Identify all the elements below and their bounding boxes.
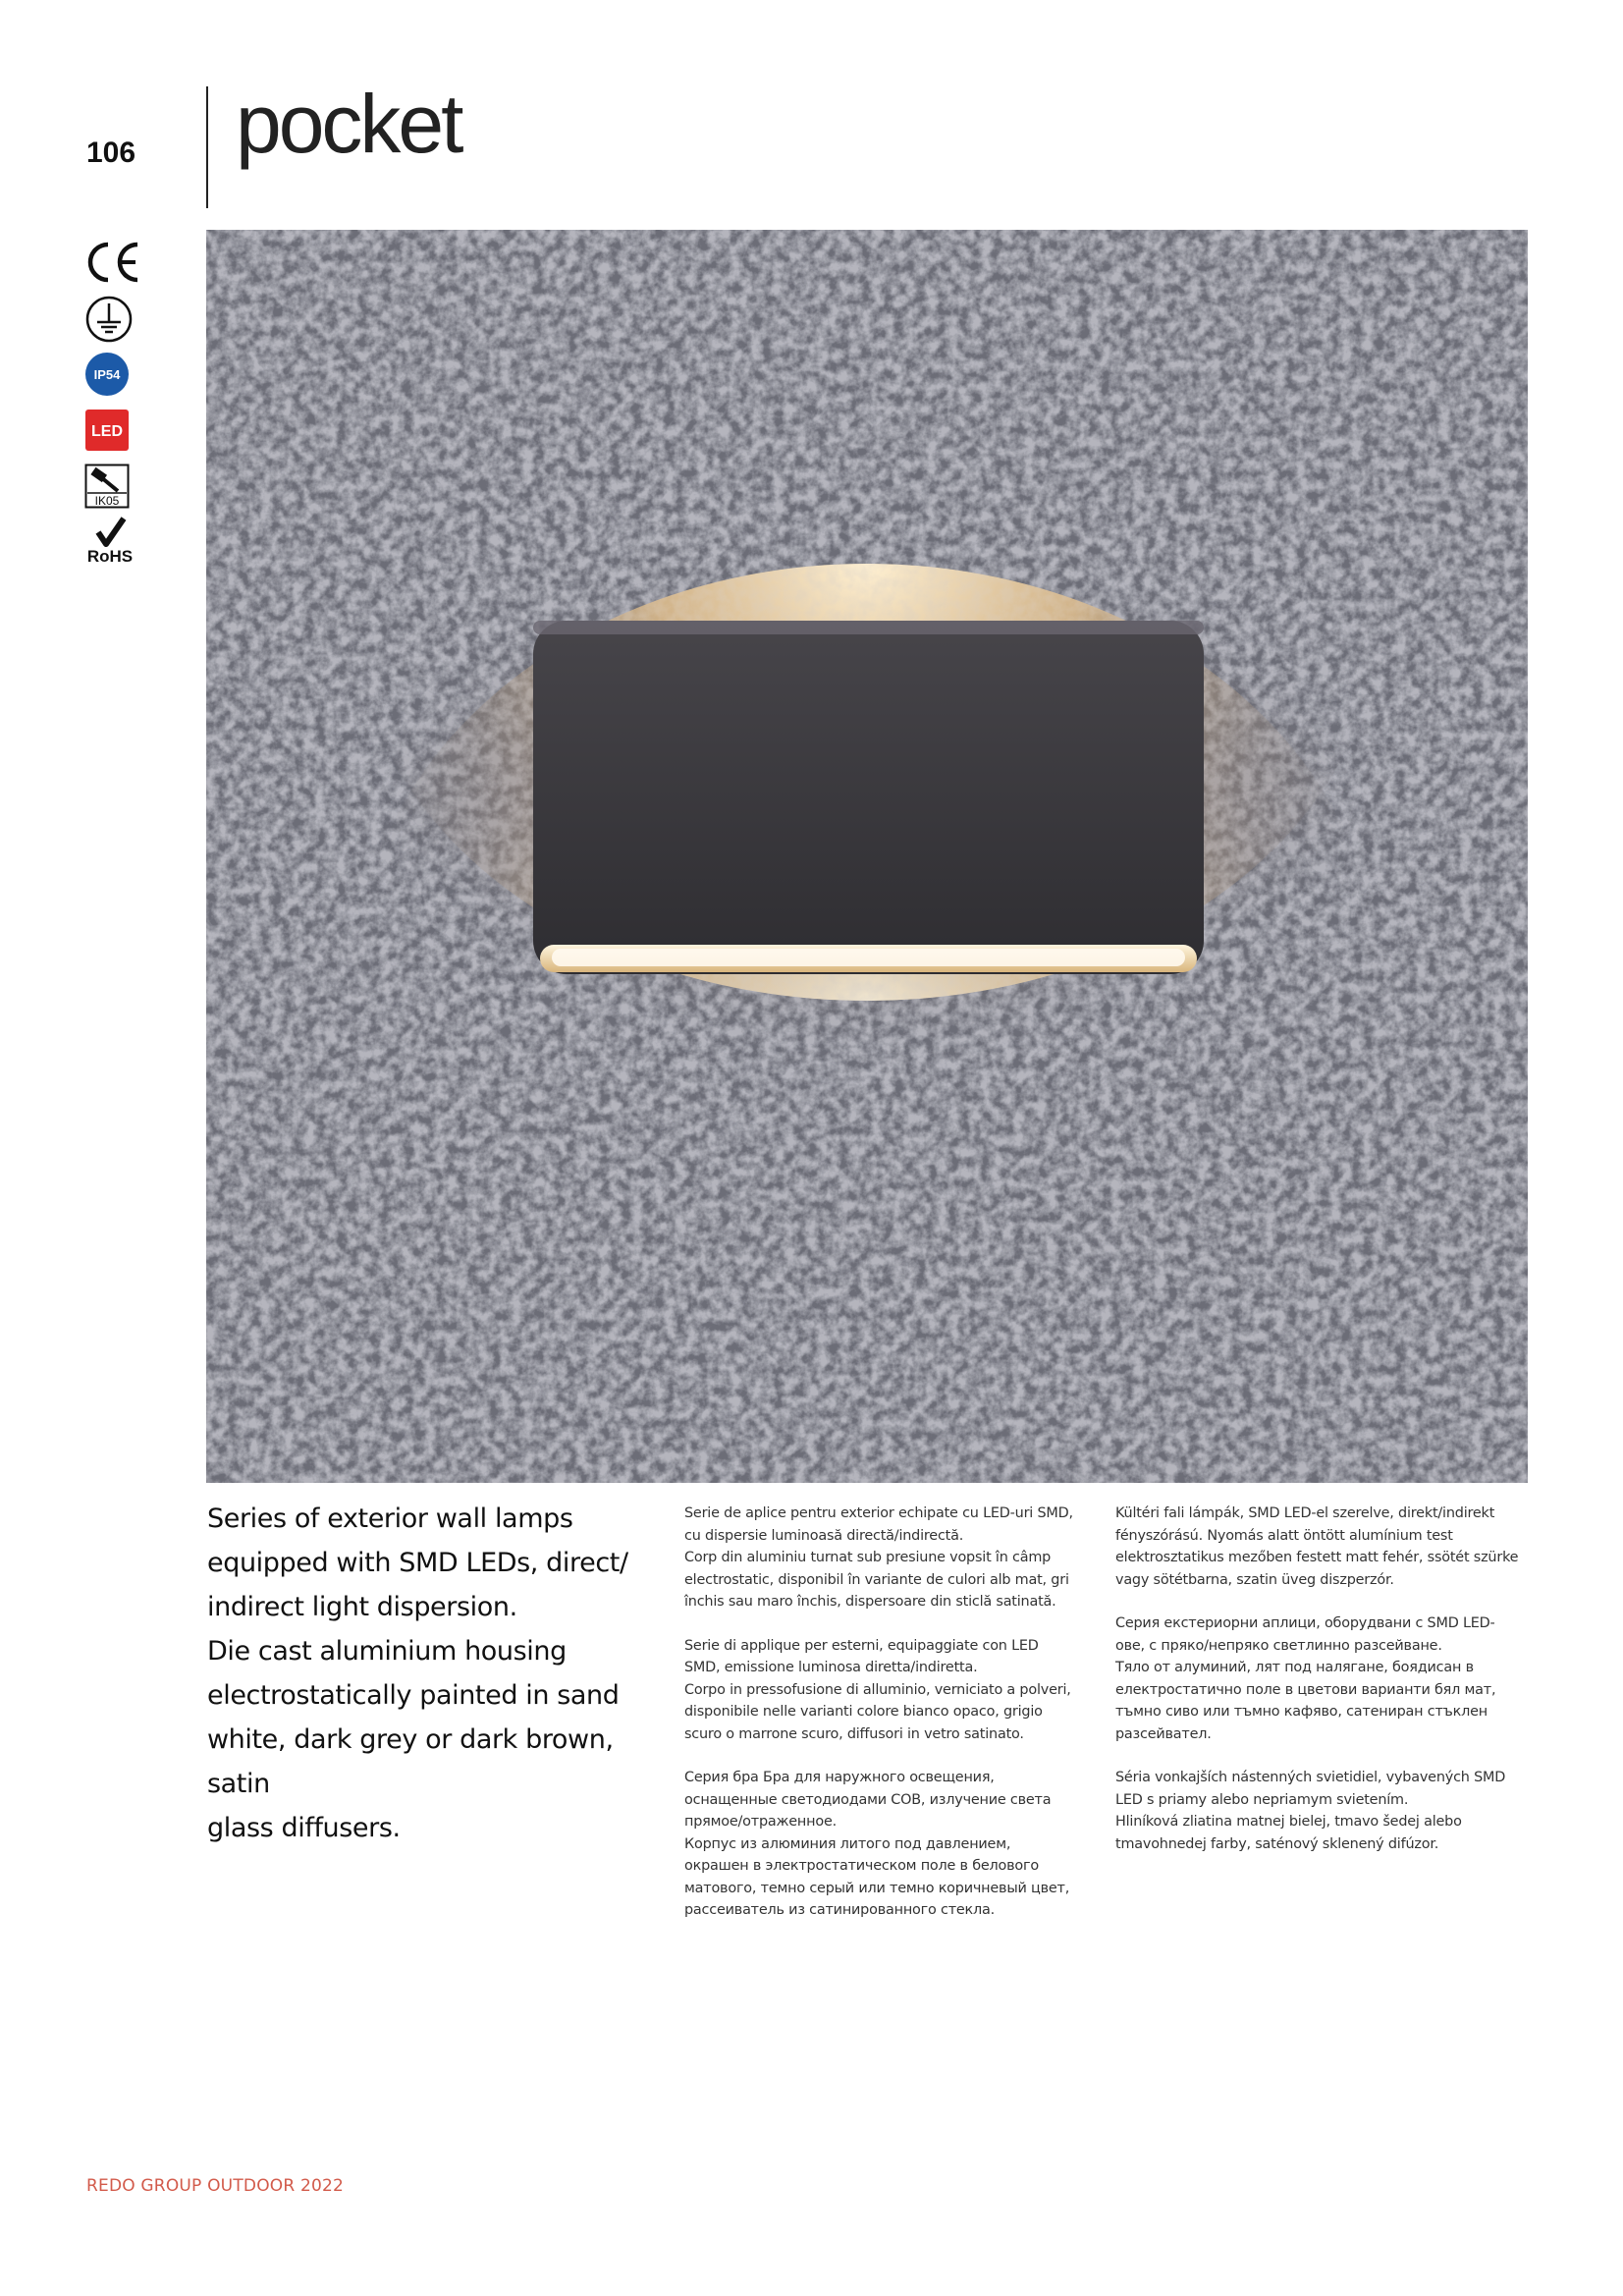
text-line: Serie di applique per esterni, equipaggiate con LED [684,1637,1039,1654]
ip-rating-label: IP54 [93,367,121,382]
text-line: Тяло от алуминий, лят под налягане, боядисан в [1115,1660,1474,1675]
text-line: SMD, emissione luminosa diretta/indiretta. [684,1660,978,1675]
text-line: електростатично поле в цветови варианти бял мат, [1115,1681,1496,1698]
text-line: рассеиватель из сатинированного стекла. [684,1902,996,1918]
text-line: Corpo in pressofusione di alluminio, verniciato a polveri, [684,1681,1071,1698]
led-label: LED [91,423,123,440]
text-line: тъмно сиво или тъмно кафяво, сатениран стъклен [1115,1704,1488,1720]
page-number: 106 [86,137,136,169]
description-column-3 [1115,1503,1528,1877]
product-description-en [207,1497,659,1850]
ce-mark-icon [84,240,141,285]
headline-line: Series of exterior wall lamps [207,1503,573,1534]
description-bg [1115,1613,1528,1745]
text-line: Hliníková zliatina matnej bielej, tmavo šedej alebo [1115,1814,1462,1830]
text-line: Серия екстериорни аплици, оборудвани с SMD LED- [1115,1615,1495,1631]
text-line: Corp din aluminiu turnat sub presiune vopsit în câmp [684,1550,1052,1565]
rohs-icon [84,517,139,566]
text-line: матового, темно серый или темно коричневый цвет, [684,1880,1070,1896]
text-line: разсейвател. [1115,1725,1212,1742]
headline-line: equipped with SMD LEDs, direct/ [207,1548,628,1578]
wall-lamp-photo [206,230,1528,1483]
text-line: elektrosztatikus mezőben festett matt fehér, ssötét szürke [1115,1550,1519,1565]
description-sk [1115,1767,1528,1855]
description-it [684,1635,1097,1746]
headline-line: glass diffusers. [207,1813,401,1843]
text-line: окрашен в электростатическом поле в белового [684,1858,1039,1874]
earth-ground-icon [84,295,134,344]
text-line: ове, с пряко/непряко светлинно разсейване. [1115,1637,1442,1654]
text-line: Kültéri fali lámpák, SMD LED-el szerelve, direkt/indirekt [1115,1505,1495,1521]
text-line: Serie de aplice pentru exterior echipate cu LED-uri SMD, [684,1505,1073,1521]
description-ro [684,1503,1097,1613]
text-line: Серия бра Бра для наружного освещения, [684,1770,995,1785]
ip-rating-icon [84,352,130,397]
page-title: pocket [236,78,461,170]
text-line: electrostatic, disponibil în variante de culori alb mat, gri [684,1571,1069,1588]
title-divider [206,86,208,208]
text-line: fényszórású. Nyomás alatt öntött alumínium test [1115,1527,1453,1544]
text-line: cu dispersie luminoasă directă/indirectă. [684,1527,964,1544]
impact-rating-icon [84,464,130,509]
text-line: Séria vonkajších nástenných svietidiel, vybavených SMD [1115,1770,1506,1785]
headline-line: indirect light dispersion. [207,1592,517,1622]
description-hu [1115,1503,1528,1591]
text-line: Корпус из алюминия литого под давлением, [684,1835,1011,1852]
headline-line: electrostatically painted in sand [207,1680,620,1711]
text-line: vagy sötétbarna, szatin üveg diszperzór. [1115,1571,1394,1588]
description-ru [684,1767,1097,1922]
description-column-2 [684,1503,1097,1943]
text-line: оснащенные светодиодами COB, излучение света [684,1791,1052,1808]
headline-line: Die cast aluminium housing [207,1636,567,1667]
led-icon [84,409,130,452]
impact-rating-label: IK05 [94,494,120,508]
text-line: scuro o marrone scuro, diffusori in vetro satinato. [684,1725,1024,1742]
text-line: LED s priamy alebo nepriamym svietením. [1115,1791,1409,1808]
rohs-label: RoHS [86,547,134,566]
headline-line: white, dark grey or dark brown, satin [207,1724,614,1799]
text-line: disponibile nelle varianti colore bianco opaco, grigio [684,1704,1043,1720]
footer-brand: REDO GROUP OUTDOOR 2022 [86,2176,345,2196]
text-line: прямое/отраженное. [684,1814,837,1830]
text-line: închis sau maro închis, dispersoare din sticlă satinată. [684,1594,1056,1610]
text-line: tmavohnedej farby, saténový sklenený difúzor. [1115,1835,1439,1852]
